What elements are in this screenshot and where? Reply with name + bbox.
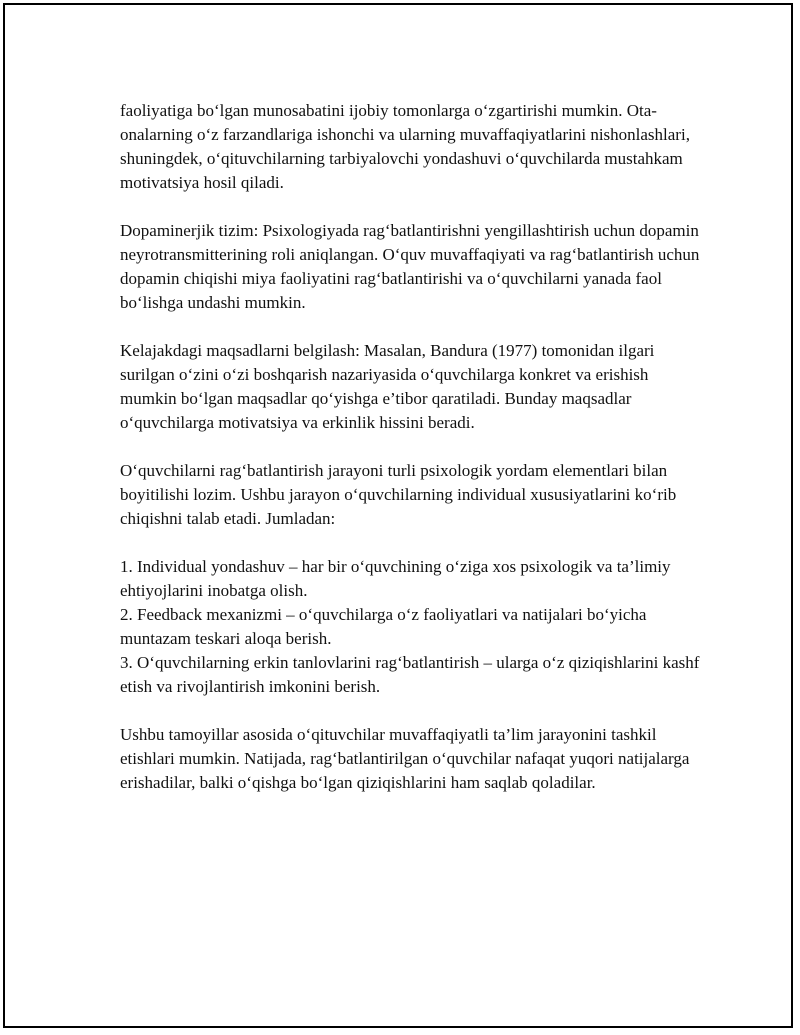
list-item-free-choice: 3. O‘quvchilarning erkin tanlovlarini rag‘batlantirish – ularga o‘z qiziqishlarini kashf etish va rivojlantirish imkonini berish. [120, 653, 700, 696]
document-body [120, 99, 700, 819]
paragraph-parent-attitude: faoliyatiga bo‘lgan munosabatini ijobiy tomonlarga o‘zgartirishi mumkin. Ota-onalarning o‘z farzandlariga ishonchi va ularning muvaffaqiyatlarini nishonlashlari, shuningdek, o‘qituvchilarning tarbiyalovchi yondashuvi o‘quvchilarda mustahkam motivatsiya hosil qiladi. [120, 101, 690, 192]
numbered-list [120, 555, 700, 699]
page-frame [3, 3, 793, 1028]
paragraph-future-goals: Kelajakdagi maqsadlarni belgilash: Masalan, Bandura (1977) tomonidan ilgari surilgan o‘zini o‘zi boshqarish nazariyasida o‘quvchilarga konkret va erishish mumkin bo‘lgan maqsadlar qo‘yishga e’tibor qaratiladi. Bunday maqsadlar o‘quvchilarga motivatsiya va erkinlik hissini beradi. [120, 341, 655, 432]
list-item-individual-approach: 1. Individual yondashuv – har bir o‘quvchining o‘ziga xos psixologik va ta’limiy ehtiyojlarini inobatga olish. [120, 557, 671, 600]
paragraph-motivation-process: O‘quvchilarni rag‘batlantirish jarayoni turli psixologik yordam elementlari bilan boyitilishi lozim. Ushbu jarayon o‘quvchilarning individual xususiyatlarini ko‘rib chiqishni talab etadi. Jumladan: [120, 461, 677, 528]
list-item-feedback-mechanism: 2. Feedback mexanizmi – o‘quvchilarga o‘z faoliyatlari va natijalari bo‘yicha muntazam teskari aloqa berish. [120, 605, 647, 648]
paragraph-dopaminergic-system: Dopaminerjik tizim: Psixologiyada rag‘batlantirishni yengillashtirish uchun dopamin neyrotransmitterining roli aniqlangan. O‘quv muvaffaqiyati va rag‘batlantirish uchun dopamin chiqishi miya faoliyatini rag‘batlantirishi va o‘quvchilarni yanada faol bo‘lishga undashi mumkin. [120, 221, 700, 312]
paragraph-closing: Ushbu tamoyillar asosida o‘qituvchilar muvaffaqiyatli ta’lim jarayonini tashkil etishlari mumkin. Natijada, rag‘batlantirilgan o‘quvchilar nafaqat yuqori natijalarga erishadilar, balki o‘qishga bo‘lgan qiziqishlarini ham saqlab qoladilar. [120, 725, 690, 792]
